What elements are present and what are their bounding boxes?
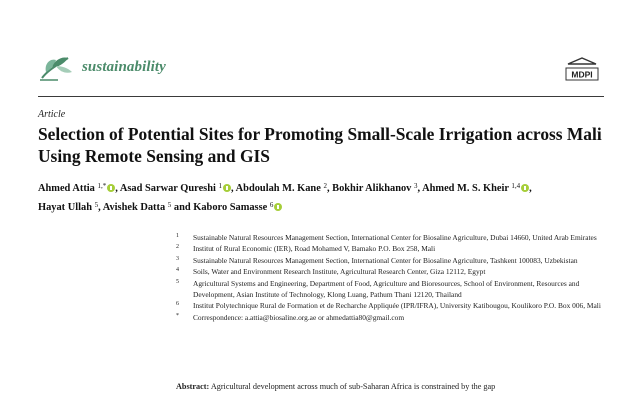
author[interactable] [38,202,101,213]
author-affiliation-marker: 1,* [97,182,107,190]
affiliation-item [176,278,616,301]
affiliation-number: 4 [176,267,179,274]
author-name: Ahmed Attia [38,183,95,194]
author-separator: , [529,183,532,194]
author-affiliation-marker: 5 [94,201,99,209]
author-separator: , [98,202,101,213]
affiliation-text: Sustainable Natural Resources Management Section, International Center for Biosaline Agriculture, Dubai 14660, United Arab Emirates [193,233,597,242]
abstract-label: Abstract: [176,382,210,391]
author-separator: , [417,183,421,194]
article-title: Selection of Potential Sites for Promoting Small-Scale Irrigation across Mali Using Remote Sensing and GIS [38,124,602,166]
author-name: Bokhir Alikhanov [332,183,412,194]
affiliation-text: Institut Polytechnique Rural de Formation et de Recharche Appliquée (IPR/IFRA), University Katibougou, Koulikoro P.O. Box 006, Mali [193,301,601,311]
author-name: Hayat Ullah [38,202,92,213]
author[interactable] [38,183,118,194]
orcid-icon[interactable] [521,184,529,192]
affiliation-number: 6 [176,301,179,308]
affiliation-item [176,312,616,323]
author-affiliation-marker: 6 [269,201,274,209]
affiliation-text: Soils, Water and Environment Research Institute, Agricultural Research Center, Giza 12112, Egypt [193,267,486,277]
author-name: Kaboro Samasse [193,202,268,213]
author[interactable] [103,202,191,213]
affiliation-number: 1 [176,233,179,239]
author-affiliation-marker: 1,4 [511,182,521,190]
author-name: Abdoulah M. Kane [235,183,321,194]
abstract [176,382,626,391]
affiliation-text: Institut of Rural Economic (IER), Road Mohamed V, Bamako P.O. Box 258, Mali [193,244,436,254]
author-separator: , [231,183,234,194]
abstract-text: Agricultural development across much of sub-Saharan Africa is constrained by the gap [210,382,496,391]
article-type: Article [38,109,66,120]
leaf-logo-icon [38,50,78,84]
author[interactable] [120,183,234,194]
affiliation-text: Agricultural Systems and Engineering, Department of Food, Agriculture and Bioresources, School of Environment, Resources and Development, Asian Institute of Technology, Klong Luang, Pathum Thani 12120, Thailand [193,278,580,300]
author[interactable] [422,183,532,194]
journal-header [38,50,604,94]
author-list [38,178,618,216]
author-separator: , [115,183,118,194]
author-name: Ahmed M. S. Kheir [422,183,509,194]
author-affiliation-marker: 1 [218,182,223,190]
affiliation-list [176,232,616,323]
affiliation-number: 5 [176,278,179,285]
affiliation-item [176,232,616,243]
affiliation-item [176,266,616,277]
affiliation-text: Correspondence: a.attia@biosaline.org.ae or ahmedattia80@gmail.com [193,312,405,322]
affiliation-number: 3 [176,255,179,262]
author-name: Avishek Datta [102,202,166,213]
author-affiliation-marker: 3 [413,182,418,190]
author-name: Asad Sarwar Qureshi [119,183,216,194]
author[interactable] [193,202,282,213]
affiliation-item [176,243,616,254]
header-divider [38,96,604,97]
affiliation-text: Sustainable Natural Resources Management Section, International Center for Biosaline Agriculture, Tashkent 100083, Uzbekistan [193,255,578,265]
orcid-icon[interactable] [223,184,231,192]
author[interactable] [332,183,420,194]
author[interactable] [236,183,330,194]
orcid-icon[interactable] [274,203,282,211]
author-affiliation-marker: 2 [323,182,327,190]
affiliation-number: 2 [176,244,179,251]
affiliation-number: * [176,312,179,319]
affiliation-item [176,300,616,311]
author-separator: , [326,183,330,194]
publisher-logo-icon [560,56,604,86]
author-affiliation-marker: 5 [167,201,172,209]
journal-name: sustainability [82,59,166,75]
affiliation-item [176,255,616,266]
publisher-name: MDPI [571,69,593,80]
author-separator: and [171,202,191,213]
